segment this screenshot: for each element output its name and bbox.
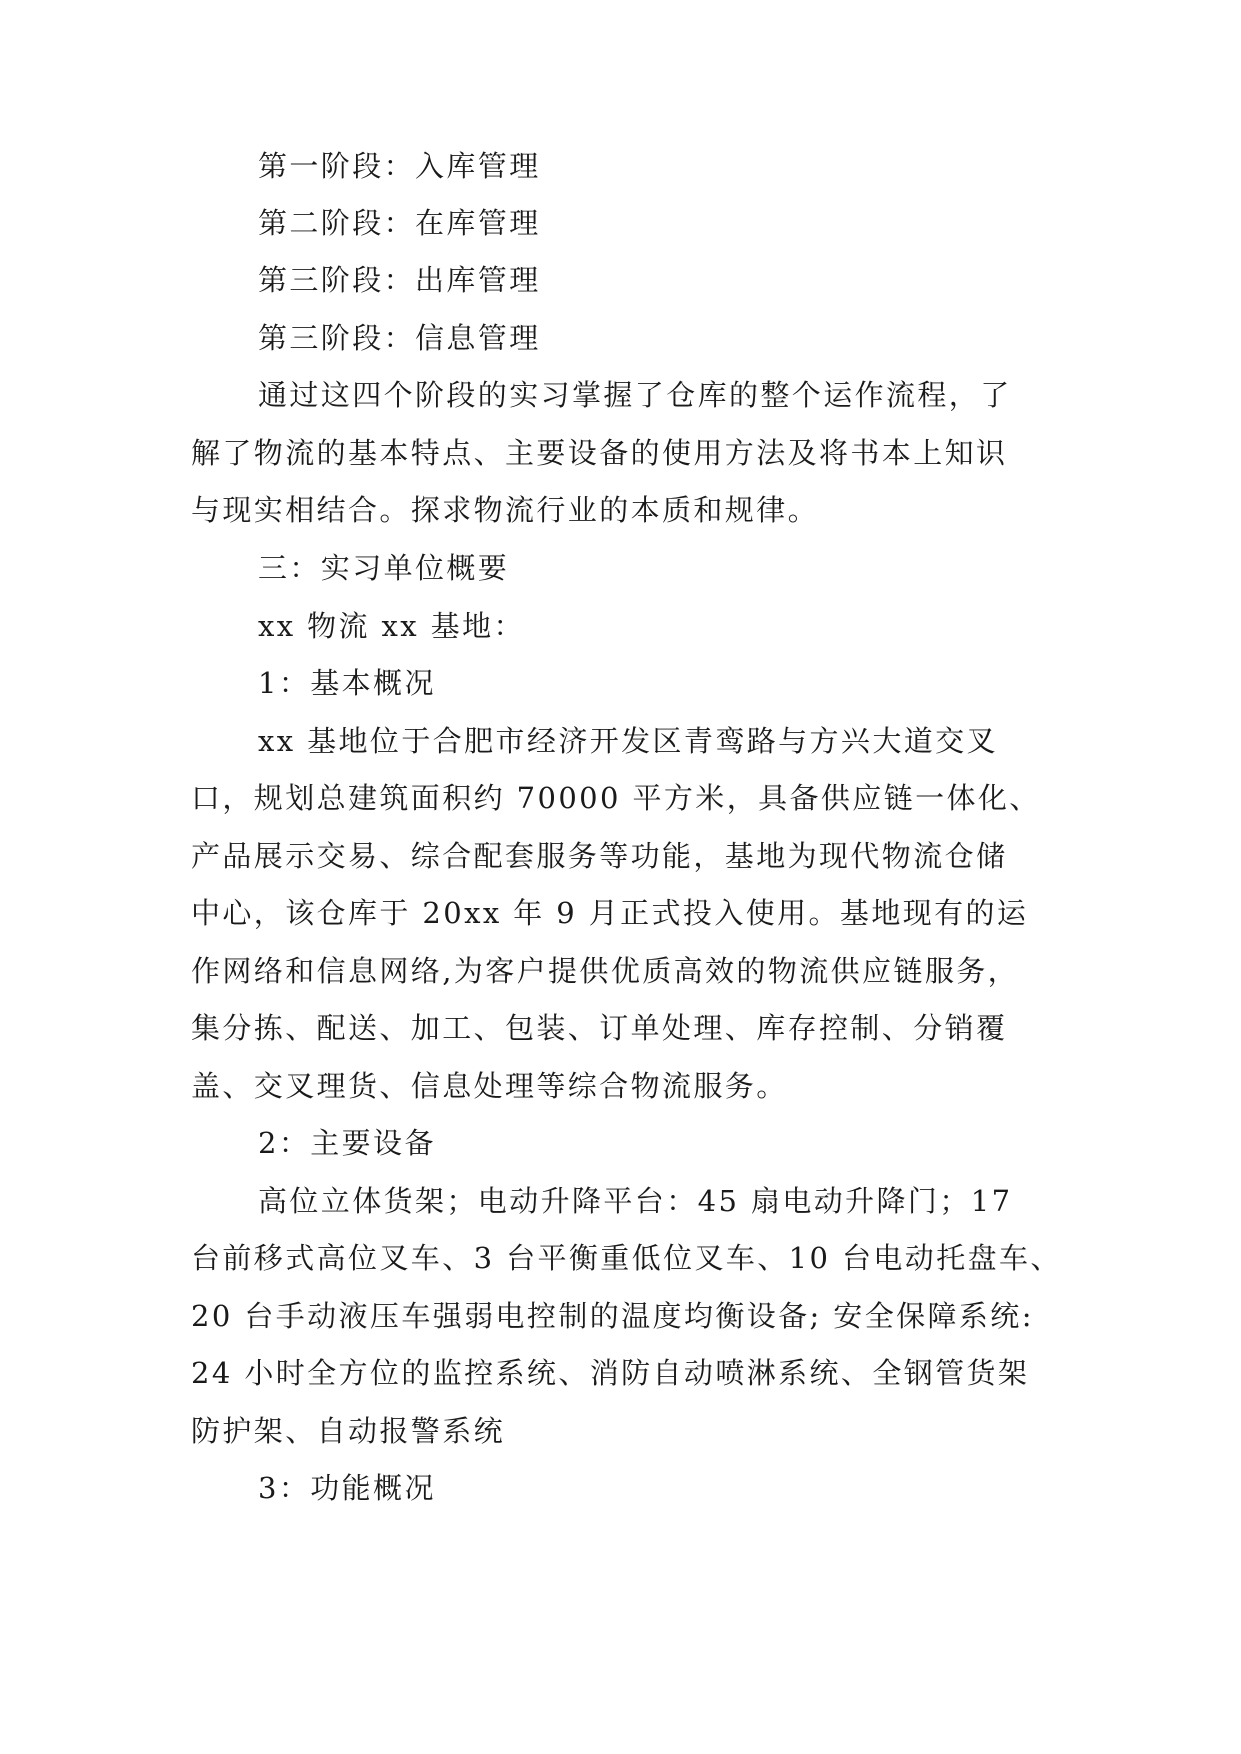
equipment-paragraph-line: 24 小时全方位的监控系统、消防自动喷淋系统、全钢管货架 (191, 1356, 1030, 1390)
section-heading: 三：实习单位概要 (258, 551, 510, 585)
base-name-line: xx 物流 xx 基地： (258, 609, 525, 643)
equipment-paragraph-line: 防护架、自动报警系统 (191, 1414, 506, 1448)
equipment-paragraph-line: 20 台手动液压车强弱电控制的温度均衡设备; 安全保障系统: (191, 1299, 1034, 1333)
subsection-heading: 1：基本概况 (258, 666, 436, 700)
overview-paragraph-line: 口，规划总建筑面积约 70000 平方米，具备供应链一体化、 (191, 781, 1041, 815)
stage-line: 第二阶段：在库管理 (258, 206, 541, 240)
stage-line: 第三阶段：出库管理 (258, 263, 541, 297)
equipment-paragraph-line: 高位立体货架；电动升降平台：45 扇电动升降门；17 (258, 1184, 1013, 1218)
summary-paragraph-line: 与现实相结合。探求物流行业的本质和规律。 (191, 493, 820, 527)
subsection-heading: 3：功能概况 (258, 1471, 436, 1505)
subsection-heading: 2：主要设备 (258, 1126, 436, 1160)
overview-paragraph-line: xx 基地位于合肥市经济开发区青鸾路与方兴大道交叉 (258, 724, 998, 758)
overview-paragraph-line: 中心，该仓库于 20xx 年 9 月正式投入使用。基地现有的运 (191, 896, 1029, 930)
summary-paragraph-line: 通过这四个阶段的实习掌握了仓库的整个运作流程，了 (258, 378, 1012, 412)
overview-paragraph-line: 作网络和信息网络,为客户提供优质高效的物流供应链服务， (191, 954, 1020, 988)
summary-paragraph-line: 解了物流的基本特点、主要设备的使用方法及将书本上知识 (191, 436, 1008, 470)
overview-paragraph-line: 集分拣、配送、加工、包装、订单处理、库存控制、分销覆 (191, 1011, 1008, 1045)
stage-line: 第一阶段：入库管理 (258, 149, 541, 183)
stage-line: 第三阶段：信息管理 (258, 321, 541, 355)
equipment-paragraph-line: 台前移式高位叉车、3 台平衡重低位叉车、10 台电动托盘车、 (191, 1241, 1062, 1275)
overview-paragraph-line: 盖、交叉理货、信息处理等综合物流服务。 (191, 1069, 788, 1103)
overview-paragraph-line: 产品展示交易、综合配套服务等功能，基地为现代物流仓储 (191, 839, 1008, 873)
